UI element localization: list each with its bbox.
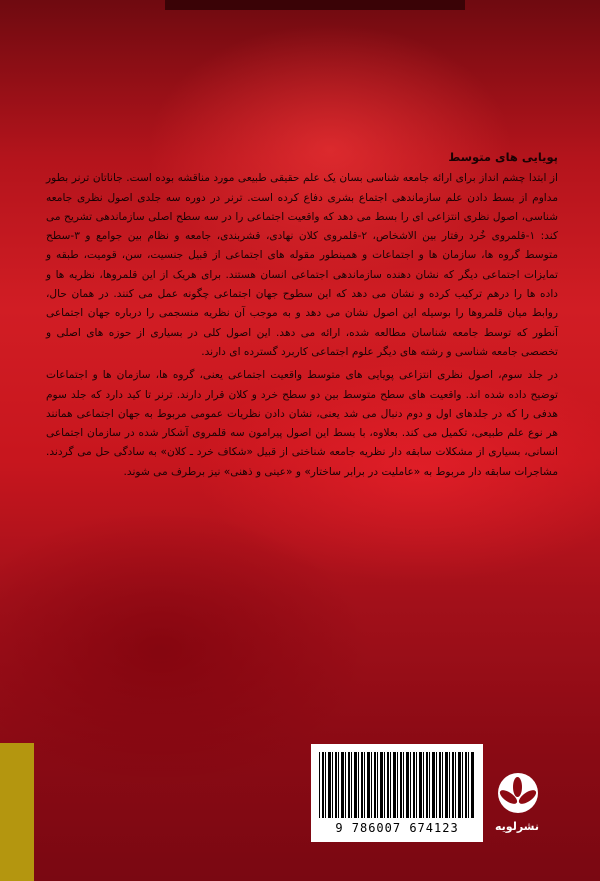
publisher-name: نشرلویه <box>495 820 539 833</box>
yellow-edge-strip <box>0 743 34 881</box>
barcode-panel <box>311 744 483 842</box>
top-dark-strip <box>165 0 465 10</box>
blurb-heading: پویایی های متوسط <box>448 150 558 164</box>
blurb-text <box>46 148 558 482</box>
blurb-paragraph-1: از ابتدا چشم انداز برای ارائه جامعه شناسی بسان یک علم حقیقی طبیعی مورد مناقشه بوده است. جاناتان ترنر بطور مداوم از بسط دادن علم سازماندهی اجتماع بشری دفاع کرده است. ترنر در دوره سه جلدی اصول نظری جامعه شناسی، اصول نظری انتزاعی ای را بسط می دهد که واقعیت اجتماعی را در سه سطح اصلی سازماندهی تشریح می کند: ۱-قلمروی خُرد رفتار بین الاشخاص، ۲-قلمروی کلان نهادی، قشربندی، جامعه و نظام بین جوامع و ۳-سطح متوسط گروه ها، سازمان ها و اجتماعات و همینطور مقوله های اجتماعی از قبیل جنسیت، سن، قومیت، طبقه و تمایزات اجتماعی دیگر که نشان دهنده سازماندهی اجتماعی انسان هستند. برای هریک از این قلمروها، نظریه ها و داده ها را درهم ترکیب کرده و نشان می دهد که این سطوح جهان اجتماعی چگونه عمل می کنند. در همان حال، روابط میان قلمروها را بوسیله این اصول نشان می دهد و به موجب آن نظریه منسجمی را درباره جهان اجتماعی آنطور که توسط جامعه شناسان مطالعه شده، ارائه می دهد. این اصول کلی در بسیاری از حوزه های اصلی و تخصصی جامعه شناسی و رشته های دیگر علوم اجتماعی کاربرد گسترده ای دارند. <box>46 172 558 358</box>
blurb-paragraph-2: در جلد سوم، اصول نظری انتزاعی پویایی های متوسط واقعیت اجتماعی یعنی، گروه ها، سازمان ها و اجتماعات توضیح داده شده اند. واقعیت های سطح متوسط بین دو سطح خرد و کلان قرار دارند. ترنر تا کید دارد که جلد سوم هدفی را که در جلدهای اول و دوم دنبال می شد یعنی، نشان دادن نظریات عمومی مربوط به جهان اجتماعی همانند هر نوع علم طبیعی، تکمیل می کند. بعلاوه، با بسط این اصول پیرامون سه قلمروی آشکار شده در سازمان اجتماعی انسانی، بسیاری از مشکلات سابقه دار نظریه جامعه شناختی از قبیل «شکاف خرد ـ کلان» به سادگی حل می گردند. مشاجرات سابقه دار مربوط به «عاملیت در برابر ساختار» و «عینی و ذهنی» نیز برطرف می شوند. <box>46 369 558 478</box>
barcode-bars <box>319 752 475 818</box>
barcode-number: 9 786007 674123 <box>335 821 459 835</box>
publisher-logo-icon <box>498 773 538 813</box>
